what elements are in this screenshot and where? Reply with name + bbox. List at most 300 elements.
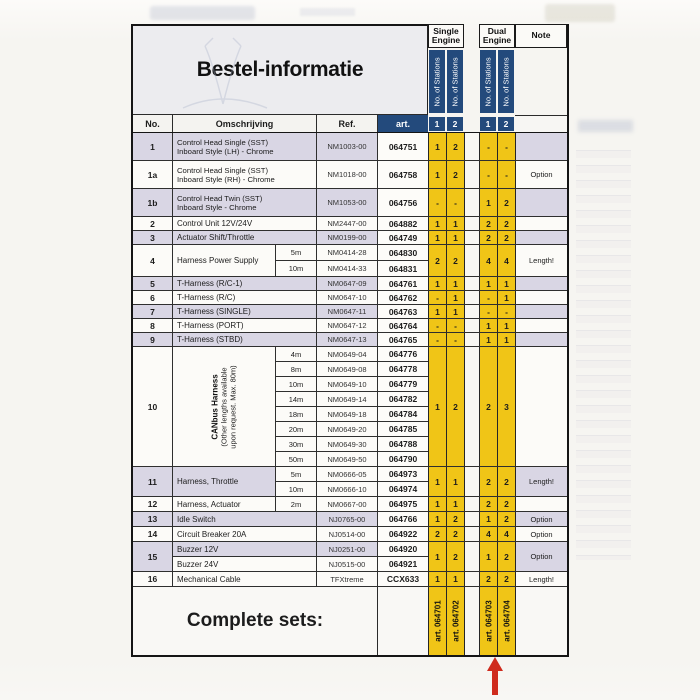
note-cell: Option bbox=[515, 542, 567, 571]
ref-cell: TFXtreme bbox=[317, 572, 378, 586]
note-cell bbox=[515, 319, 567, 332]
qty-single-2-cell: 2 bbox=[446, 527, 464, 541]
stations-column-dual-2 bbox=[498, 50, 514, 113]
note-cell: Length! bbox=[515, 467, 567, 496]
complete-set-art-label: art. 064702 bbox=[451, 600, 460, 642]
ref-cell: NM0649-04 bbox=[317, 347, 378, 361]
station-count: 1 bbox=[429, 117, 445, 131]
ref-cell: NM0649-10 bbox=[317, 377, 378, 391]
length-cell: 14m bbox=[276, 392, 317, 406]
sub-row bbox=[276, 482, 428, 496]
station-count: 1 bbox=[480, 117, 496, 131]
qty-dual-1-cell: 2 bbox=[479, 217, 497, 230]
qty-dual-2-cell: 1 bbox=[497, 291, 515, 304]
art-cell: 064782 bbox=[378, 392, 428, 406]
description-cell: T-Harness (STBD) bbox=[173, 333, 317, 346]
spacer-cell bbox=[464, 512, 479, 526]
ref-cell: NM0647-09 bbox=[317, 277, 378, 290]
spacer-cell bbox=[464, 319, 479, 332]
ref-cell: NJ0765-00 bbox=[317, 512, 378, 526]
length-cell: 10m bbox=[276, 482, 317, 496]
description-cell: T-Harness (PORT) bbox=[173, 319, 317, 332]
art-cell: 064764 bbox=[378, 319, 428, 332]
qty-dual-2-cell: 4 bbox=[497, 245, 515, 276]
complete-sets-spacer bbox=[464, 587, 479, 655]
note-cell bbox=[515, 305, 567, 318]
complete-set-art-label: art. 064703 bbox=[484, 600, 493, 642]
art-cell: 064921 bbox=[378, 557, 428, 571]
note-cell: Option bbox=[515, 512, 567, 526]
spacer-cell bbox=[464, 572, 479, 586]
sub-row bbox=[276, 245, 428, 261]
page-title: Bestel-informatie bbox=[196, 58, 364, 81]
length-cell: 4m bbox=[276, 347, 317, 361]
canbus-vertical-label bbox=[211, 365, 238, 448]
art-cell: 064785 bbox=[378, 422, 428, 436]
note-cell bbox=[515, 231, 567, 244]
qty-single-2-cell: 2 bbox=[446, 542, 464, 571]
complete-set-single-1 bbox=[428, 587, 446, 655]
art-cell: 064975 bbox=[378, 497, 428, 511]
ref-cell: NM0647-13 bbox=[317, 333, 378, 346]
description-line2: Inboard Style (RH) - Chrome bbox=[177, 174, 275, 184]
art-cell: 064776 bbox=[378, 347, 428, 361]
spacer-cell bbox=[464, 245, 479, 276]
description-cell bbox=[173, 347, 276, 466]
qty-dual-2-cell: 2 bbox=[497, 497, 515, 511]
ref-cell: NM0414-33 bbox=[317, 261, 378, 276]
ref-cell: NM0649-14 bbox=[317, 392, 378, 406]
length-variants bbox=[276, 347, 428, 466]
qty-single-1-cell: 1 bbox=[428, 497, 446, 511]
qty-single-2-cell: 1 bbox=[446, 291, 464, 304]
row-number-cell: 1b bbox=[133, 189, 173, 216]
description-cell: T-Harness (SINGLE) bbox=[173, 305, 317, 318]
complete-set-single-2 bbox=[446, 587, 464, 655]
note-cell: Option bbox=[515, 161, 567, 188]
length-cell: 8m bbox=[276, 362, 317, 376]
row-number-cell: 11 bbox=[133, 467, 173, 496]
art-cell: 064766 bbox=[378, 512, 428, 526]
description-cell: T-Harness (R/C-1) bbox=[173, 277, 317, 290]
spacer-cell bbox=[464, 133, 479, 160]
ref-cell: NM0414-28 bbox=[317, 245, 378, 260]
ref-cell: NM0667-00 bbox=[317, 497, 378, 511]
qty-single-2-cell: 1 bbox=[446, 231, 464, 244]
ghost-logo-artifact bbox=[545, 4, 615, 22]
row-number-cell: 16 bbox=[133, 572, 173, 586]
length-cell: 10m bbox=[276, 377, 317, 391]
red-arrow-icon bbox=[487, 657, 503, 695]
note-cell bbox=[515, 133, 567, 160]
table-row bbox=[133, 245, 567, 277]
ref-cell: NM1053-00 bbox=[317, 189, 378, 216]
qty-single-1-cell: 1 bbox=[428, 542, 446, 571]
art-cell: 064784 bbox=[378, 407, 428, 421]
dual-engine-header bbox=[479, 24, 515, 48]
ref-cell: NJ0515-00 bbox=[317, 557, 378, 571]
qty-dual-1-cell: 1 bbox=[479, 542, 497, 571]
col-header-spacer bbox=[464, 115, 479, 132]
sub-row bbox=[276, 467, 428, 482]
col-header-dual-2 bbox=[497, 115, 515, 132]
qty-single-1-cell: - bbox=[428, 189, 446, 216]
sub-row bbox=[173, 557, 428, 571]
qty-single-1-cell: 1 bbox=[428, 277, 446, 290]
col-header-ref: Ref. bbox=[317, 115, 378, 132]
qty-single-2-cell: - bbox=[446, 333, 464, 346]
spacer-cell bbox=[464, 291, 479, 304]
complete-sets-note-empty bbox=[515, 587, 567, 655]
length-variants bbox=[276, 467, 428, 496]
qty-dual-1-cell: 1 bbox=[479, 333, 497, 346]
dual-engine-line2: Engine bbox=[482, 35, 512, 45]
art-cell: 064973 bbox=[378, 467, 428, 481]
complete-sets-art-empty bbox=[378, 587, 428, 655]
qty-single-2-cell: 1 bbox=[446, 467, 464, 496]
spacer-cell bbox=[464, 189, 479, 216]
art-cell: 064788 bbox=[378, 437, 428, 451]
qty-dual-2-cell: 1 bbox=[497, 277, 515, 290]
art-cell: 064756 bbox=[378, 189, 428, 216]
qty-single-1-cell: 1 bbox=[428, 467, 446, 496]
description-cell: Harness, Throttle bbox=[173, 467, 276, 496]
qty-dual-2-cell: 1 bbox=[497, 333, 515, 346]
canbus-note-line2: upon request. Max. 80m) bbox=[228, 364, 238, 449]
table-row bbox=[133, 277, 567, 291]
qty-dual-1-cell: 2 bbox=[479, 467, 497, 496]
station-count: 2 bbox=[447, 117, 463, 131]
ref-cell: NM0199-00 bbox=[317, 231, 378, 244]
ref-cell: NM1003-00 bbox=[317, 133, 378, 160]
row-number-cell: 1a bbox=[133, 161, 173, 188]
length-cell: 30m bbox=[276, 437, 317, 451]
note-cell bbox=[515, 189, 567, 216]
note-header-label: Note bbox=[531, 30, 551, 41]
table-header-block bbox=[133, 24, 567, 115]
row-number-cell: 15 bbox=[133, 542, 173, 571]
note-cell: Length! bbox=[515, 572, 567, 586]
qty-dual-2-cell: 4 bbox=[497, 527, 515, 541]
qty-single-1-cell: 1 bbox=[428, 347, 446, 466]
art-cell: 064831 bbox=[378, 261, 428, 276]
qty-single-1-cell: 1 bbox=[428, 512, 446, 526]
qty-single-2-cell: 2 bbox=[446, 245, 464, 276]
art-cell: 064778 bbox=[378, 362, 428, 376]
spacer-cell bbox=[464, 333, 479, 346]
qty-dual-1-cell: 1 bbox=[479, 277, 497, 290]
qty-single-2-cell: 1 bbox=[446, 305, 464, 318]
qty-dual-1-cell: - bbox=[479, 291, 497, 304]
single-engine-line2: Engine bbox=[431, 35, 461, 45]
ref-cell: NM0647-10 bbox=[317, 291, 378, 304]
complete-set-dual-2 bbox=[497, 587, 515, 655]
sub-row bbox=[276, 392, 428, 407]
note-cell bbox=[515, 347, 567, 466]
single-engine-header bbox=[428, 24, 464, 48]
qty-single-2-cell: 2 bbox=[446, 133, 464, 160]
col-header-single-1 bbox=[428, 115, 446, 132]
note-cell bbox=[515, 497, 567, 511]
qty-single-2-cell: 2 bbox=[446, 347, 464, 466]
ref-cell: NM0649-20 bbox=[317, 422, 378, 436]
complete-set-art-label: art. 064701 bbox=[433, 600, 442, 642]
title-cell bbox=[133, 24, 428, 115]
qty-single-2-cell: 1 bbox=[446, 497, 464, 511]
spacer-cell bbox=[464, 497, 479, 511]
spacer-cell bbox=[464, 277, 479, 290]
art-cell: 064920 bbox=[378, 542, 428, 556]
sub-row bbox=[276, 362, 428, 377]
ref-cell: NJ0251-00 bbox=[317, 542, 378, 556]
spacer-cell bbox=[464, 527, 479, 541]
table-row bbox=[133, 497, 567, 512]
qty-single-1-cell: - bbox=[428, 333, 446, 346]
art-cell: 064922 bbox=[378, 527, 428, 541]
qty-single-1-cell: 1 bbox=[428, 217, 446, 230]
complete-sets-row bbox=[133, 587, 567, 655]
spacer-cell bbox=[464, 305, 479, 318]
col-header-note-empty bbox=[515, 115, 567, 132]
sub-row bbox=[173, 542, 428, 557]
table-row bbox=[133, 347, 567, 467]
qty-dual-2-cell: 1 bbox=[497, 319, 515, 332]
table-row bbox=[133, 133, 567, 161]
dual-engine-line1: Dual bbox=[487, 25, 507, 36]
qty-dual-2-cell: - bbox=[497, 133, 515, 160]
qty-single-2-cell: 2 bbox=[446, 161, 464, 188]
description-line1: Control Head Single (SST) bbox=[177, 137, 269, 147]
qty-dual-2-cell: 2 bbox=[497, 217, 515, 230]
col-header-dual-1 bbox=[479, 115, 497, 132]
length-cell: 5m bbox=[276, 245, 317, 260]
qty-dual-2-cell: 2 bbox=[497, 512, 515, 526]
qty-single-1-cell: 1 bbox=[428, 231, 446, 244]
qty-dual-1-cell: 1 bbox=[479, 189, 497, 216]
ref-cell: NM0649-08 bbox=[317, 362, 378, 376]
note-cell bbox=[515, 333, 567, 346]
row-number-cell: 5 bbox=[133, 277, 173, 290]
qty-dual-1-cell: 2 bbox=[479, 572, 497, 586]
row-number-cell: 14 bbox=[133, 527, 173, 541]
qty-single-2-cell: 1 bbox=[446, 572, 464, 586]
complete-set-art-label: art. 064704 bbox=[502, 600, 511, 642]
description-line1: Control Head Twin (SST) bbox=[177, 193, 263, 203]
table-row bbox=[133, 319, 567, 333]
row-number-cell: 4 bbox=[133, 245, 173, 276]
qty-dual-2-cell: 2 bbox=[497, 542, 515, 571]
bestel-informatie-table bbox=[131, 24, 569, 657]
ref-cell: NM0649-18 bbox=[317, 407, 378, 421]
note-cell bbox=[515, 217, 567, 230]
table-row bbox=[133, 189, 567, 217]
table-row bbox=[133, 527, 567, 542]
sub-row bbox=[276, 347, 428, 362]
description-cell: Actuator Shift/Throttle bbox=[173, 231, 317, 244]
table-body bbox=[133, 133, 567, 587]
qty-dual-1-cell: 4 bbox=[479, 527, 497, 541]
col-header-omschrijving: Omschrijving bbox=[173, 115, 317, 132]
table-row bbox=[133, 217, 567, 231]
table-row bbox=[133, 161, 567, 189]
table-row bbox=[133, 291, 567, 305]
ref-cell: NM0649-50 bbox=[317, 452, 378, 466]
qty-single-2-cell: - bbox=[446, 189, 464, 216]
qty-dual-2-cell: 2 bbox=[497, 572, 515, 586]
qty-dual-1-cell: 1 bbox=[479, 512, 497, 526]
table-row bbox=[133, 512, 567, 527]
row-number-cell: 8 bbox=[133, 319, 173, 332]
ref-cell: NM0666-10 bbox=[317, 482, 378, 496]
spacer-cell bbox=[464, 161, 479, 188]
row-number-cell: 9 bbox=[133, 333, 173, 346]
stations-label: No. of Stations bbox=[501, 56, 511, 107]
description-cell: Circuit Breaker 20A bbox=[173, 527, 317, 541]
ref-cell: NM2447-00 bbox=[317, 217, 378, 230]
ref-cell: NM1018-00 bbox=[317, 161, 378, 188]
spacer-cell bbox=[464, 347, 479, 466]
qty-dual-2-cell: - bbox=[497, 161, 515, 188]
table-row bbox=[133, 305, 567, 319]
ghost-table-artifact bbox=[576, 150, 631, 560]
qty-single-2-cell: 1 bbox=[446, 277, 464, 290]
spacer-cell bbox=[464, 231, 479, 244]
ghost-text-artifact bbox=[578, 120, 633, 132]
art-cell: 064790 bbox=[378, 452, 428, 466]
single-engine-line1: Single bbox=[433, 25, 459, 36]
qty-dual-2-cell: 3 bbox=[497, 347, 515, 466]
description-cell: Harness Power Supply bbox=[173, 245, 276, 276]
art-cell: 064761 bbox=[378, 277, 428, 290]
ref-cell: NM0666-05 bbox=[317, 467, 378, 481]
table-row bbox=[133, 542, 567, 572]
description-line2: Inboard Style - Chrome bbox=[177, 202, 257, 212]
description-cell: T-Harness (R/C) bbox=[173, 291, 317, 304]
row-number-cell: 3 bbox=[133, 231, 173, 244]
note-cell bbox=[515, 277, 567, 290]
sub-row bbox=[276, 452, 428, 466]
qty-single-2-cell: - bbox=[446, 319, 464, 332]
spacer-cell bbox=[464, 542, 479, 571]
length-variants bbox=[276, 245, 428, 276]
qty-dual-1-cell: 2 bbox=[479, 347, 497, 466]
sub-row bbox=[276, 377, 428, 392]
length-cell: 5m bbox=[276, 467, 317, 481]
sub-row bbox=[276, 437, 428, 452]
spacer-cell bbox=[464, 467, 479, 496]
qty-single-1-cell: - bbox=[428, 319, 446, 332]
art-cell: 064830 bbox=[378, 245, 428, 260]
qty-dual-2-cell: - bbox=[497, 305, 515, 318]
stations-label: No. of Stations bbox=[450, 56, 460, 107]
qty-single-2-cell: 2 bbox=[446, 512, 464, 526]
qty-dual-1-cell: 2 bbox=[479, 497, 497, 511]
art-cell: 064765 bbox=[378, 333, 428, 346]
spacer-cell bbox=[464, 217, 479, 230]
art-cell: 064779 bbox=[378, 377, 428, 391]
length-cell: 18m bbox=[276, 407, 317, 421]
description-cell: Harness, Actuator bbox=[173, 497, 276, 511]
qty-single-2-cell: 1 bbox=[446, 217, 464, 230]
ref-cell: NJ0514-00 bbox=[317, 527, 378, 541]
row-number-cell: 12 bbox=[133, 497, 173, 511]
description-line2: Inboard Style (LH) - Chrome bbox=[177, 146, 274, 156]
row-number-cell: 6 bbox=[133, 291, 173, 304]
table-row bbox=[133, 572, 567, 587]
art-cell: CCX633 bbox=[378, 572, 428, 586]
qty-single-1-cell: 1 bbox=[428, 572, 446, 586]
note-header bbox=[515, 24, 567, 48]
note-cell: Length! bbox=[515, 245, 567, 276]
description-cell: Mechanical Cable bbox=[173, 572, 317, 586]
stations-label: No. of Stations bbox=[432, 56, 442, 107]
qty-dual-2-cell: 2 bbox=[497, 231, 515, 244]
art-cell: 064749 bbox=[378, 231, 428, 244]
row-number-cell: 1 bbox=[133, 133, 173, 160]
qty-single-1-cell: 1 bbox=[428, 161, 446, 188]
note-cell bbox=[515, 291, 567, 304]
sub-row bbox=[276, 407, 428, 422]
qty-dual-1-cell: 1 bbox=[479, 319, 497, 332]
ghost-artifact bbox=[300, 8, 355, 16]
stations-label: No. of Stations bbox=[483, 56, 493, 107]
complete-set-dual-1 bbox=[479, 587, 497, 655]
ghost-logo-artifact bbox=[150, 6, 255, 20]
table-row bbox=[133, 467, 567, 497]
col-header-single-2 bbox=[446, 115, 464, 132]
art-cell: 064751 bbox=[378, 133, 428, 160]
row-number-cell: 2 bbox=[133, 217, 173, 230]
art-cell: 064762 bbox=[378, 291, 428, 304]
sub-row bbox=[276, 422, 428, 437]
description-cell: Idle Switch bbox=[173, 512, 317, 526]
art-cell: 064763 bbox=[378, 305, 428, 318]
col-header-no: No. bbox=[133, 115, 173, 132]
length-cell: 20m bbox=[276, 422, 317, 436]
col-header-art: art. bbox=[378, 115, 428, 132]
art-cell: 064882 bbox=[378, 217, 428, 230]
table-row bbox=[133, 333, 567, 347]
note-cell: Option bbox=[515, 527, 567, 541]
qty-single-1-cell: 2 bbox=[428, 245, 446, 276]
qty-single-1-cell: 1 bbox=[428, 133, 446, 160]
complete-sets-label: Complete sets: bbox=[133, 587, 378, 655]
qty-dual-2-cell: 2 bbox=[497, 189, 515, 216]
qty-single-1-cell: - bbox=[428, 291, 446, 304]
qty-dual-1-cell: 2 bbox=[479, 231, 497, 244]
length-cell: 10m bbox=[276, 261, 317, 276]
length-cell: 2m bbox=[276, 497, 317, 511]
ref-cell: NM0647-12 bbox=[317, 319, 378, 332]
description-variants bbox=[173, 542, 428, 571]
art-cell: 064758 bbox=[378, 161, 428, 188]
station-count: 2 bbox=[498, 117, 514, 131]
sub-row bbox=[276, 261, 428, 276]
description-cell bbox=[173, 189, 317, 216]
row-number-cell: 13 bbox=[133, 512, 173, 526]
description-cell: Buzzer 24V bbox=[173, 557, 317, 571]
qty-dual-1-cell: - bbox=[479, 305, 497, 318]
description-cell: Buzzer 12V bbox=[173, 542, 317, 556]
description-cell bbox=[173, 161, 317, 188]
qty-single-1-cell: 1 bbox=[428, 305, 446, 318]
qty-single-1-cell: 2 bbox=[428, 527, 446, 541]
qty-dual-1-cell: - bbox=[479, 133, 497, 160]
qty-dual-1-cell: - bbox=[479, 161, 497, 188]
qty-dual-2-cell: 2 bbox=[497, 467, 515, 496]
description-cell bbox=[173, 133, 317, 160]
ref-cell: NM0647-11 bbox=[317, 305, 378, 318]
